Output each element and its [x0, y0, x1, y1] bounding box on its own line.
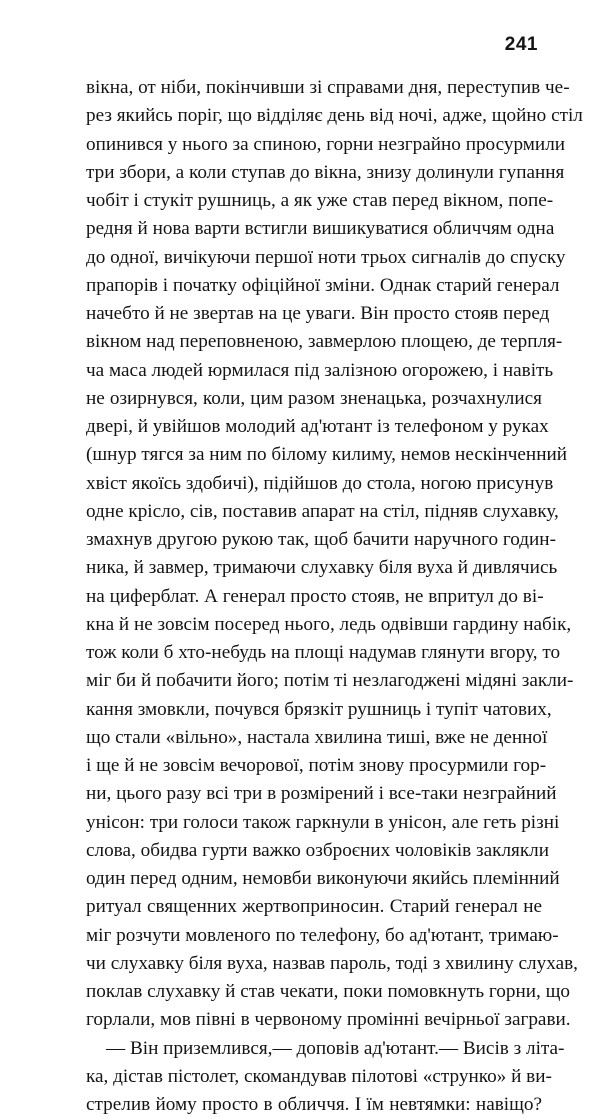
text-line: (шнур тягся за ним по білому килиму, немов нескінченний — [86, 444, 567, 466]
text-line: унісон: три голоси також гаркнули в унісон, але геть різні — [86, 811, 560, 833]
text-line: — Він приземлився,— доповів ад'ютант.— Висів з літа- — [106, 1037, 565, 1059]
text-line: ни, цього разу всі три в розмірений і все-таки незграйний — [86, 783, 557, 805]
text-line: кна й не зовсім посеред нього, ледь одвівши гардину набік, — [86, 613, 572, 635]
text-line: вікна, от ніби, покінчивши зі справами дня, переступив че- — [86, 77, 570, 98]
text-line: хвіст якоїсь здобичі), підійшов до стола, ногою присунув — [86, 472, 554, 494]
text-line: начебто й не звертав на це уваги. Він просто стояв перед — [86, 303, 550, 324]
text-line: що стали «вільно», настала хвилина тиші, вже не денної — [86, 726, 548, 748]
text-line: чи слухавку біля вуха, назвав пароль, тоді з хвилину слухав, — [86, 952, 578, 974]
text-line: на циферблат. А генерал просто стояв, не впритул до ві- — [86, 585, 544, 607]
text-line: міг би й побачити його; потім ті незлагоджені мідяні закли- — [86, 670, 574, 692]
text-line: не озирнувся, коли, цим разом зненацька, розчахнулися — [86, 387, 542, 409]
text-line: один перед одним, немовби виконуючи якийсь племінний — [86, 868, 560, 889]
page-number: 241 — [504, 34, 538, 55]
text-line: стрелив йому просто в обличчя. І їм невтямки: навіщо? — [86, 1094, 542, 1115]
text-line: три збори, а коли ступав до вікна, знизу долинули гупання — [86, 161, 565, 183]
text-line: і ще й не зовсім вечорової, потім знову просурмили гор- — [86, 755, 547, 776]
text-line: рез якийсь поріг, що відділяє день від ночі, адже, щойно стіл — [86, 105, 583, 127]
text-line: кання змовкли, почувся брязкіт рушниць і тупіт чатових, — [86, 698, 552, 720]
text-line: поклав слухавку й став чекати, поки помовкнуть горни, що — [86, 981, 570, 1002]
text-line: слова, обидва гурти важко озброєних чоловіків заклякли — [86, 839, 550, 861]
text-line: змахнув другою рукою так, щоб бачити наручного годин- — [86, 529, 556, 550]
text-line: прапорів і початку офіційної зміни. Однак старий генерал — [86, 274, 560, 296]
text-line: тож коли б хто-небудь на площі надумав глянути вгору, то — [86, 642, 561, 663]
text-line: одне крісло, сів, поставив апарат на стіл, підняв слухавку, — [86, 500, 559, 522]
text-line: опинився у нього за спиною, горни незграйно просурмили — [86, 133, 566, 155]
text-line: вікном над переповненою, завмерлою площею, де терпля- — [86, 331, 563, 353]
text-line: горлали, мов півні в червоному промінні вечірньої заграви. — [86, 1009, 571, 1031]
text-line: редня й нова варти встигли вишикуватися обличчям одна — [86, 218, 555, 240]
text-line: ча маса людей юрмилася під залізною огорожею, і навіть — [86, 359, 554, 381]
text-line: міг розчути мовленого по телефону, бо ад'ютант, тримаю- — [86, 924, 559, 946]
text-line: двері, й увійшов молодий ад'ютант із телефоном у руках — [86, 416, 549, 437]
body-text — [86, 74, 583, 1119]
text-line: до одної, вичікуючи першої ноти трьох сигналів до спуску — [86, 246, 566, 268]
text-line: чобіт і стукіт рушниць, а як уже став перед вікном, попе- — [86, 190, 554, 211]
text-line: ка, дістав пістолет, скомандував пілотові «струнко» й ви- — [86, 1065, 552, 1087]
text-line: ника, й завмер, тримаючи слухавку біля вуха й дивлячись — [86, 557, 558, 579]
text-line: ритуал священних жертвоприносин. Старий генерал не — [86, 896, 542, 918]
